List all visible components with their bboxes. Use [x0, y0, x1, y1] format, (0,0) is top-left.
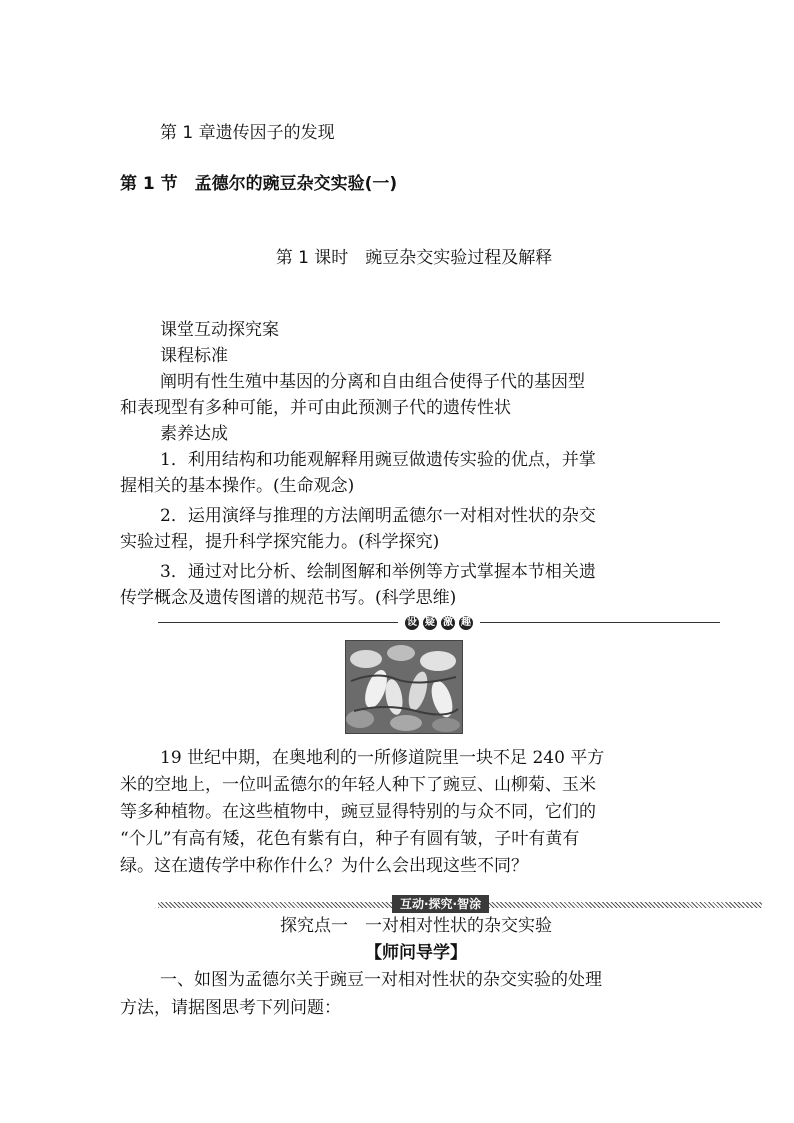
intro-text-line: “个儿”有高有矮，花色有紫有白，种子有圆有皱，子叶有黄有 — [120, 829, 580, 849]
explore-title: 探究点一 一对相对性状的杂交实验 — [280, 916, 552, 936]
standards-text-line: 和表现型有多种可能，并可由此预测子代的遗传性状 — [120, 398, 511, 418]
intro-text-line: 19 世纪中期，在奥地利的一所修道院里一块不足 240 平方 — [160, 748, 605, 768]
case-label: 课堂互动探究案 — [160, 320, 279, 340]
section-divider — [158, 898, 762, 912]
intro-text-line: 绿。这在遗传学中称作什么？为什么会出现这些不同？ — [120, 856, 528, 876]
question-text-line: 方法，请据图思考下列问题： — [120, 998, 341, 1018]
badge-char: 趣 — [461, 617, 471, 628]
divider-label: 互动·探究·智涂 — [392, 895, 489, 913]
explore-subheading: 【师问导学】 — [365, 943, 467, 963]
section-divider — [158, 616, 720, 630]
literacy-item-line: 握相关的基本操作。(生命观念) — [120, 476, 355, 496]
literacy-item-line: 传学概念及遗传图谱的规范书写。(科学思维) — [120, 588, 457, 608]
literacy-item-line: 3．通过对比分析、绘制图解和举例等方式掌握本节相关遗 — [160, 562, 596, 582]
section-title: 第 1 节 孟德尔的豌豆杂交实验(一) — [120, 174, 398, 194]
intro-text-line: 等多种植物。在这些植物中，豌豆显得特别的与众不同，它们的 — [120, 802, 596, 822]
standards-heading: 课程标准 — [160, 346, 228, 366]
literacy-heading: 素养达成 — [160, 424, 228, 444]
standards-text-line: 阐明有性生殖中基因的分离和自由组合使得子代的基因型 — [160, 372, 585, 392]
literacy-item-line: 2．运用演绎与推理的方法阐明孟德尔一对相对性状的杂交 — [160, 506, 596, 526]
badge-char: 激 — [443, 617, 453, 628]
badge-char: 设 — [407, 617, 417, 628]
lesson-title: 第 1 课时 豌豆杂交实验过程及解释 — [275, 248, 553, 268]
intro-text-line: 米的空地上，一位叫孟德尔的年轻人种下了豌豆、山柳菊、玉米 — [120, 775, 596, 795]
pea-plant-photo — [345, 640, 463, 734]
chapter-title: 第 1 章遗传因子的发现 — [160, 123, 335, 143]
badge-char: 疑 — [425, 617, 435, 628]
literacy-item-line: 实验过程，提升科学探究能力。(科学探究) — [120, 532, 440, 552]
question-text-line: 一、如图为孟德尔关于豌豆一对相对性状的杂交实验的处理 — [160, 970, 602, 990]
literacy-item-line: 1．利用结构和功能观解释用豌豆做遗传实验的优点，并掌 — [160, 450, 596, 470]
divider-badge — [398, 614, 480, 632]
